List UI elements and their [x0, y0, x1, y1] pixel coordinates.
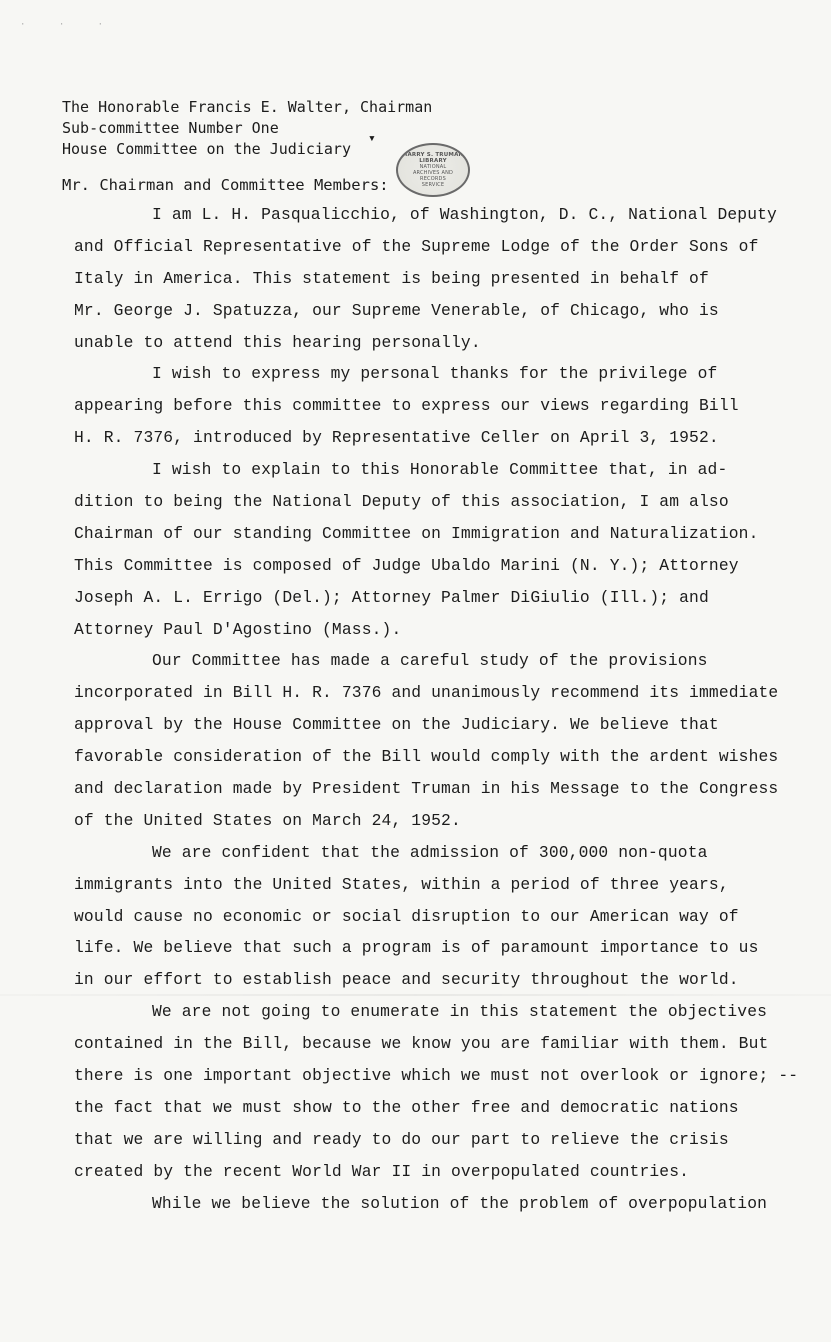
address-line-3: House Committee on the Judiciary — [62, 140, 351, 158]
stamp-line-1: HARRY S. TRUMAN LIBRARY — [402, 152, 464, 164]
paragraph-line: This Committee is composed of Judge Ubaldo Marini (N. Y.); Attorney — [74, 555, 739, 575]
paragraph-line: I wish to explain to this Honorable Committee that, in ad- — [152, 460, 728, 480]
paragraph-line: life. We believe that such a program is of paramount importance to us — [74, 938, 759, 958]
paper-fold — [0, 994, 831, 996]
stamp-line-4: RECORDS — [420, 176, 446, 182]
pen-tick-mark: ▾ — [368, 131, 376, 146]
letter-body — [62, 199, 799, 1220]
paragraph-line: I am L. H. Pasqualicchio, of Washington, D. C., National Deputy — [152, 205, 777, 224]
paragraph-line: H. R. 7376, introduced by Representative Celler on April 3, 1952. — [74, 428, 719, 448]
paragraph-line: created by the recent World War II in overpopulated countries. — [74, 1161, 690, 1181]
paragraph-line: approval by the House Committee on the Judiciary. We believe that — [74, 715, 719, 735]
paragraph-line: We are confident that the admission of 300,000 non-quota — [152, 842, 708, 862]
salutation: Mr. Chairman and Committee Members: — [62, 176, 389, 194]
stamp-line-3: ARCHIVES AND — [412, 170, 454, 176]
paragraph-line: I wish to express my personal thanks for the privilege of — [152, 364, 718, 384]
address-line-2: Sub-committee Number One — [62, 119, 279, 137]
stamp-line-5: SERVICE — [421, 182, 445, 188]
paragraph-line: and declaration made by President Truman in his Message to the Congress — [74, 779, 779, 799]
paragraph-line: Attorney Paul D'Agostino (Mass.). — [74, 619, 402, 639]
paragraph-line: that we are willing and ready to do our part to relieve the crisis — [74, 1129, 729, 1149]
paragraph-line: We are not going to enumerate in this statement the objectives — [152, 1002, 768, 1022]
paragraph-line: and Official Representative of the Supreme Lodge of the Order Sons of — [74, 236, 759, 256]
paragraph-line: Our Committee has made a careful study of the provisions — [152, 651, 708, 671]
paragraph-line: Joseph A. L. Errigo (Del.); Attorney Palmer DiGiulio (Ill.); and — [74, 587, 709, 607]
stamp-line-2: NATIONAL — [419, 164, 447, 170]
paragraph-line: Italy in America. This statement is being presented in behalf of — [74, 268, 709, 288]
paragraph-line: Mr. George J. Spatuzza, our Supreme Venerable, of Chicago, who is — [74, 300, 719, 320]
paragraph-line: there is one important objective which we must not overlook or ignore; -- — [74, 1066, 799, 1086]
paragraph-line: appearing before this committee to express our views regarding Bill — [74, 396, 739, 416]
paragraph-line: the fact that we must show to the other free and democratic nations — [74, 1097, 739, 1117]
paragraph-line: incorporated in Bill H. R. 7376 and unanimously recommend its immediate — [74, 683, 779, 703]
paragraph-line: of the United States on March 24, 1952. — [74, 810, 461, 830]
paragraph-line: contained in the Bill, because we know you are familiar with them. But — [74, 1034, 769, 1054]
paragraph-line: favorable consideration of the Bill would comply with the ardent wishes — [74, 747, 779, 767]
paragraph-line: in our effort to establish peace and security throughout the world. — [74, 970, 739, 990]
paragraph-line: dition to being the National Deputy of this association, I am also — [74, 492, 729, 512]
paragraph-line: Chairman of our standing Committee on Immigration and Naturalization. — [74, 523, 759, 543]
archive-stamp — [396, 143, 470, 197]
address-block — [62, 97, 432, 160]
paragraph-line: While we believe the solution of the problem of overpopulation — [152, 1193, 768, 1213]
paragraph-line: unable to attend this hearing personally. — [74, 332, 481, 352]
address-line-1: The Honorable Francis E. Walter, Chairman — [62, 98, 433, 116]
paragraph-line: immigrants into the United States, within a period of three years, — [74, 874, 729, 894]
paper-specks: · · · — [20, 20, 118, 30]
paragraph-line: would cause no economic or social disruption to our American way of — [74, 906, 739, 926]
